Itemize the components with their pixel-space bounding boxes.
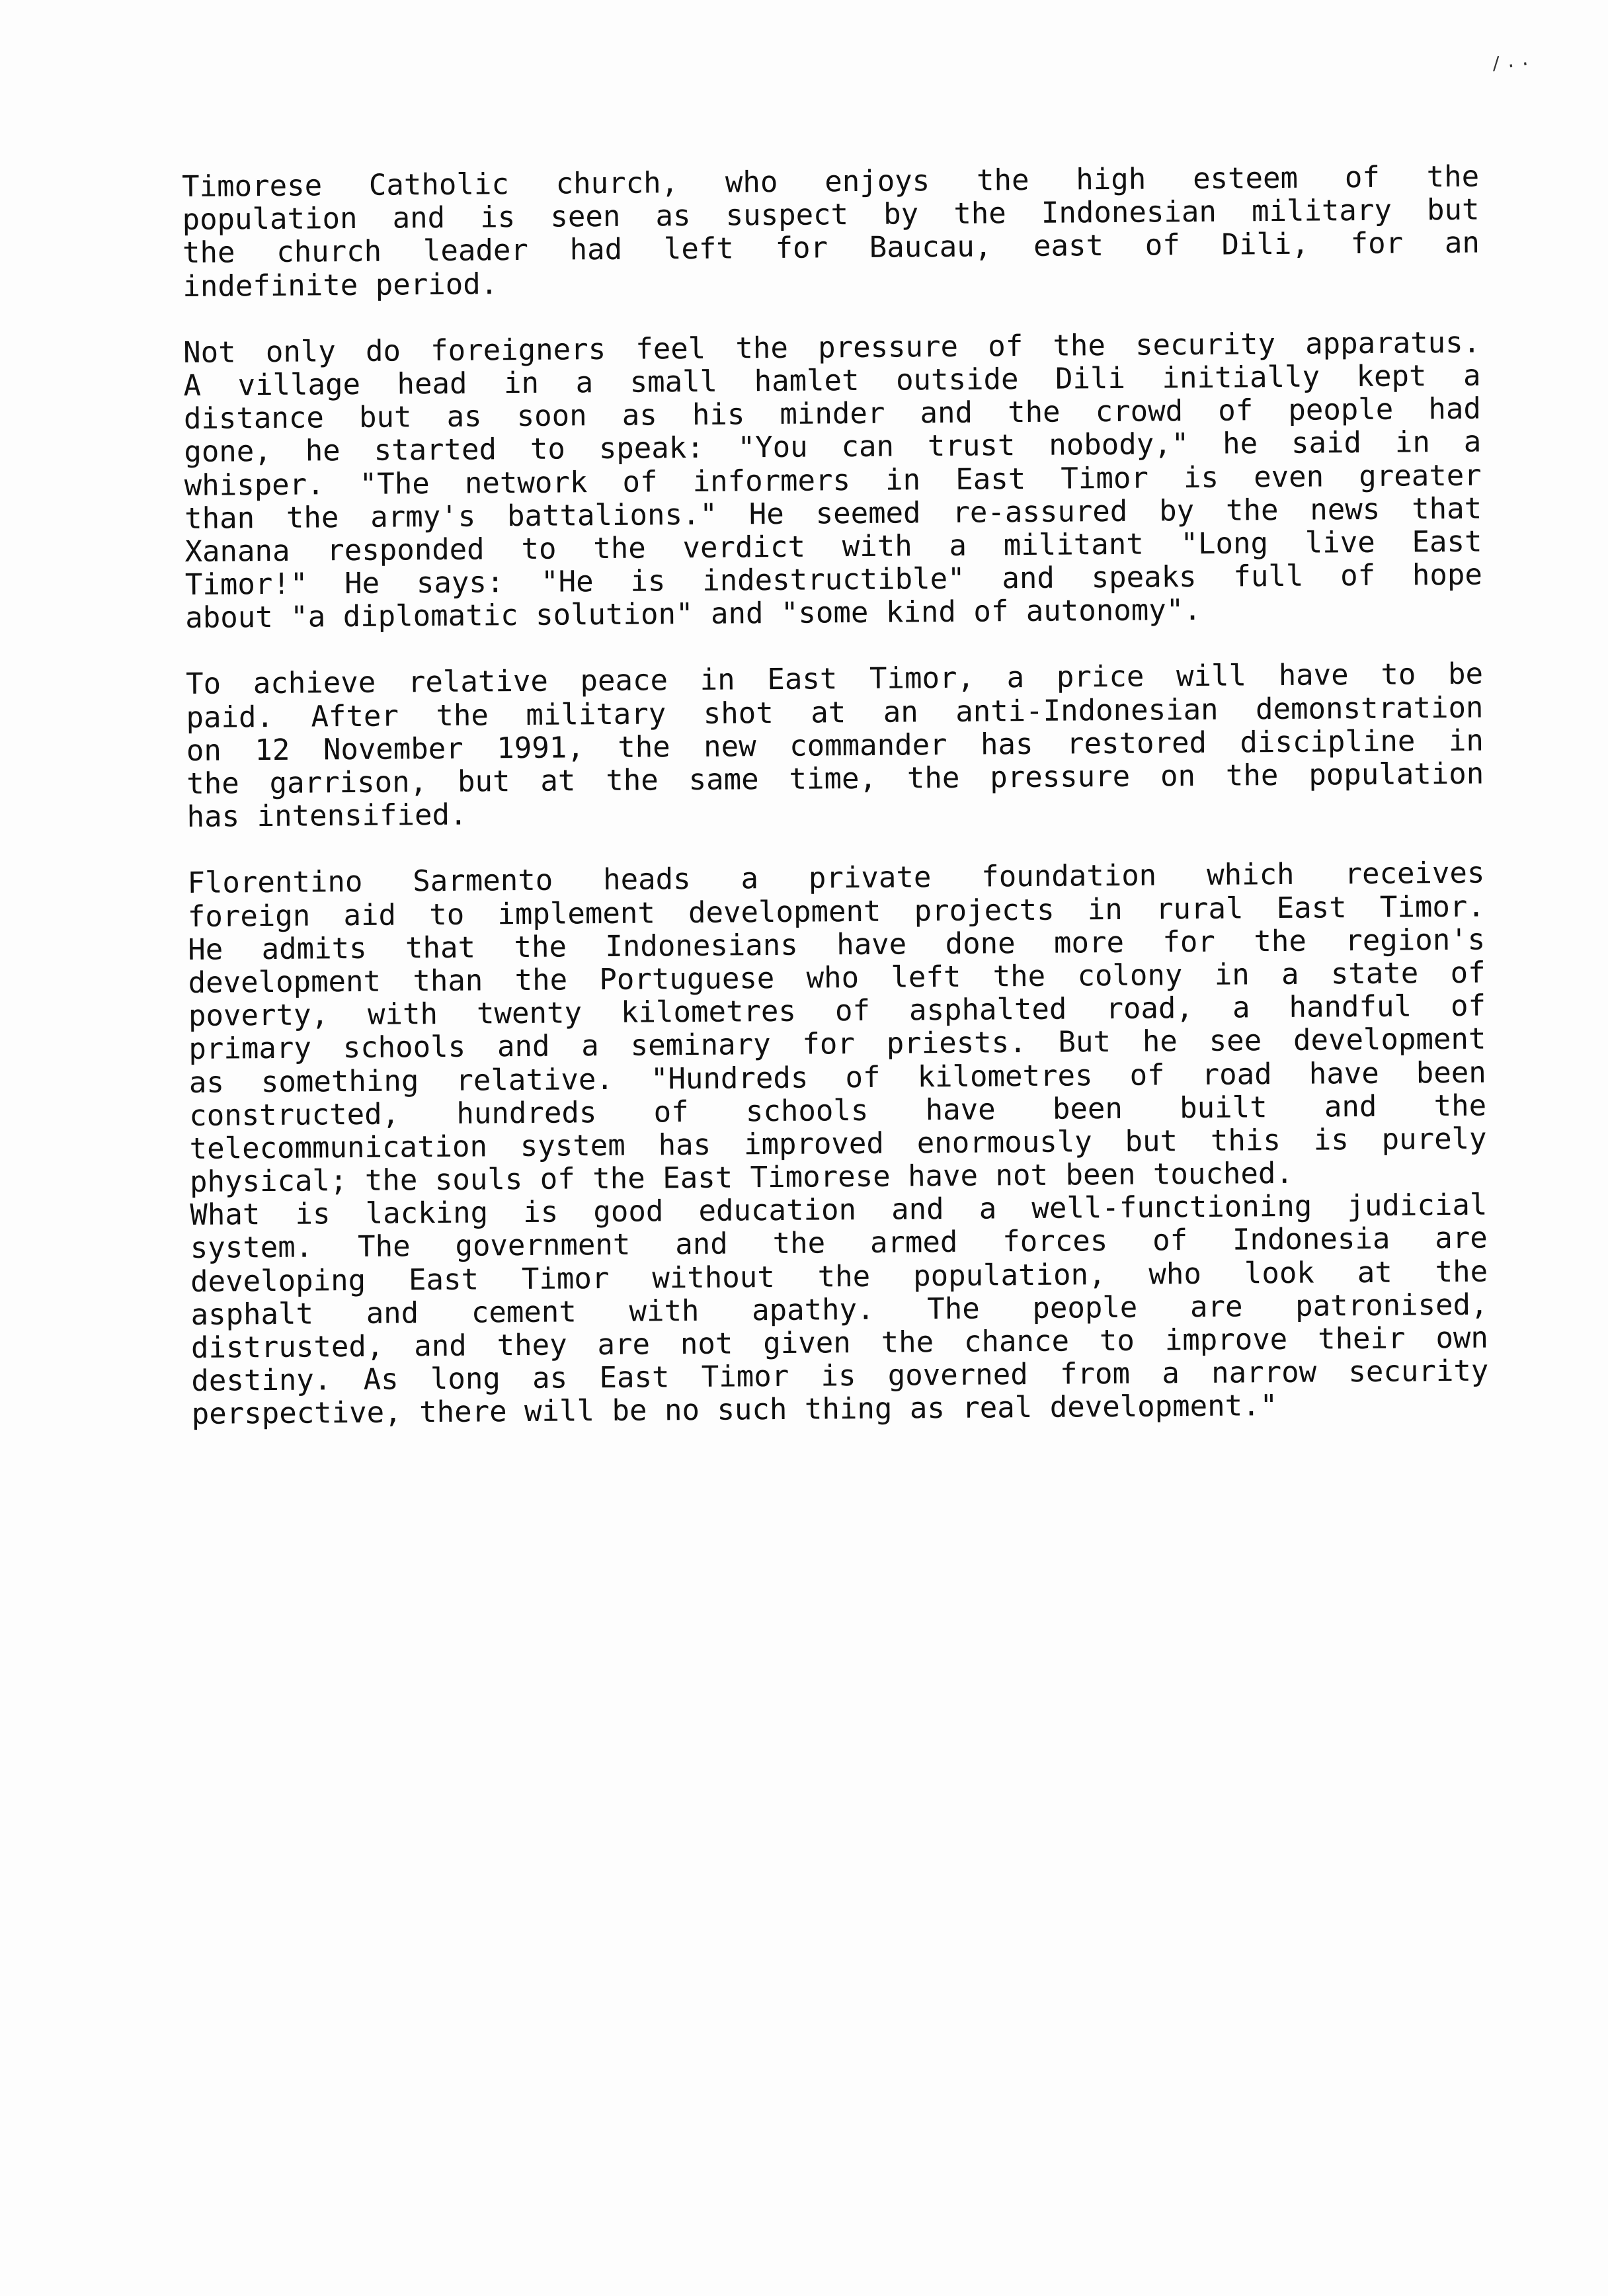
page-continuation-mark: /.. bbox=[1490, 48, 1535, 75]
text-line: the garrison, but at the same time, the pressure on the population bbox=[186, 757, 1484, 801]
text-line: indefinite period. bbox=[182, 266, 499, 304]
text-line: telecommunication system has improved enormously but this is purely bbox=[189, 1122, 1487, 1166]
text-line: Timor!" He says: "He is indestructible" and speaks full of hope bbox=[184, 557, 1483, 602]
text-line: the church leader had left for Baucau, east of Dili, for an bbox=[182, 226, 1480, 270]
text-line: A village head in a small hamlet outside Dili initially kept a bbox=[183, 358, 1481, 403]
text-line: destiny. As long as East Timor is governed from a narrow security bbox=[191, 1354, 1489, 1399]
text-line: distrusted, and they are not given the chance to improve their own bbox=[190, 1321, 1489, 1365]
paragraph-4 bbox=[187, 857, 1489, 1432]
text-line: perspective, there will be no such thing as real development." bbox=[191, 1389, 1278, 1432]
text-line: He admits that the Indonesians have done more for the region's bbox=[188, 922, 1486, 967]
text-line: paid. After the military shot at an anti-Indonesian demonstration bbox=[186, 690, 1484, 735]
text-line: developing East Timor without the population, who look at the bbox=[190, 1254, 1488, 1299]
paragraph-1 bbox=[182, 161, 1480, 304]
text-line: gone, he started to speak: "You can trust nobody," he said in a bbox=[184, 425, 1482, 470]
text-line: distance but as soon as his minder and the crowd of people had bbox=[183, 391, 1482, 436]
paragraph-3 bbox=[186, 658, 1484, 834]
text-line: than the army's battalions." He seemed re-assured by the news that bbox=[184, 491, 1482, 536]
text-line: Not only do foreigners feel the pressure of the security apparatus. bbox=[182, 325, 1481, 370]
text-line: foreign aid to implement development projects in rural East Timor. bbox=[187, 889, 1485, 934]
document-body bbox=[182, 161, 1489, 1465]
paragraph-2 bbox=[183, 326, 1482, 635]
text-line: Timorese Catholic church, who enjoys the high esteem of the bbox=[181, 159, 1480, 204]
text-line: has intensified. bbox=[186, 798, 467, 835]
text-line: asphalt and cement with apathy. The people are patronised, bbox=[190, 1288, 1488, 1332]
text-line: constructed, hundreds of schools have been built and the bbox=[189, 1088, 1487, 1133]
text-line: development than the Portuguese who left the colony in a state of bbox=[188, 956, 1486, 1000]
text-line: about "a diplomatic solution" and "some kind of autonomy". bbox=[185, 593, 1201, 636]
text-line: on 12 November 1991, the new commander has restored discipline in bbox=[186, 723, 1484, 768]
text-line: whisper. "The network of informers in East Timor is even greater bbox=[184, 458, 1482, 503]
text-line: population and is seen as suspect by the Indonesian military but bbox=[182, 192, 1480, 237]
text-line: physical; the souls of the East Timorese have not been touched. bbox=[189, 1156, 1294, 1200]
text-line: What is lacking is good education and a well-functioning judicial bbox=[190, 1188, 1488, 1233]
text-line: poverty, with twenty kilometres of asphalted road, a handful of bbox=[188, 989, 1486, 1034]
text-line: as something relative. "Hundreds of kilometres of road have been bbox=[188, 1055, 1486, 1100]
text-line: primary schools and a seminary for priests. But he see development bbox=[188, 1022, 1486, 1067]
text-line: To achieve relative peace in East Timor, a price will have to be bbox=[185, 657, 1484, 702]
text-line: system. The government and the armed forces of Indonesia are bbox=[190, 1221, 1488, 1266]
text-line: Florentino Sarmento heads a private foundation which receives bbox=[187, 856, 1485, 901]
text-line: Xanana responded to the verdict with a militant "Long live East bbox=[184, 524, 1482, 569]
